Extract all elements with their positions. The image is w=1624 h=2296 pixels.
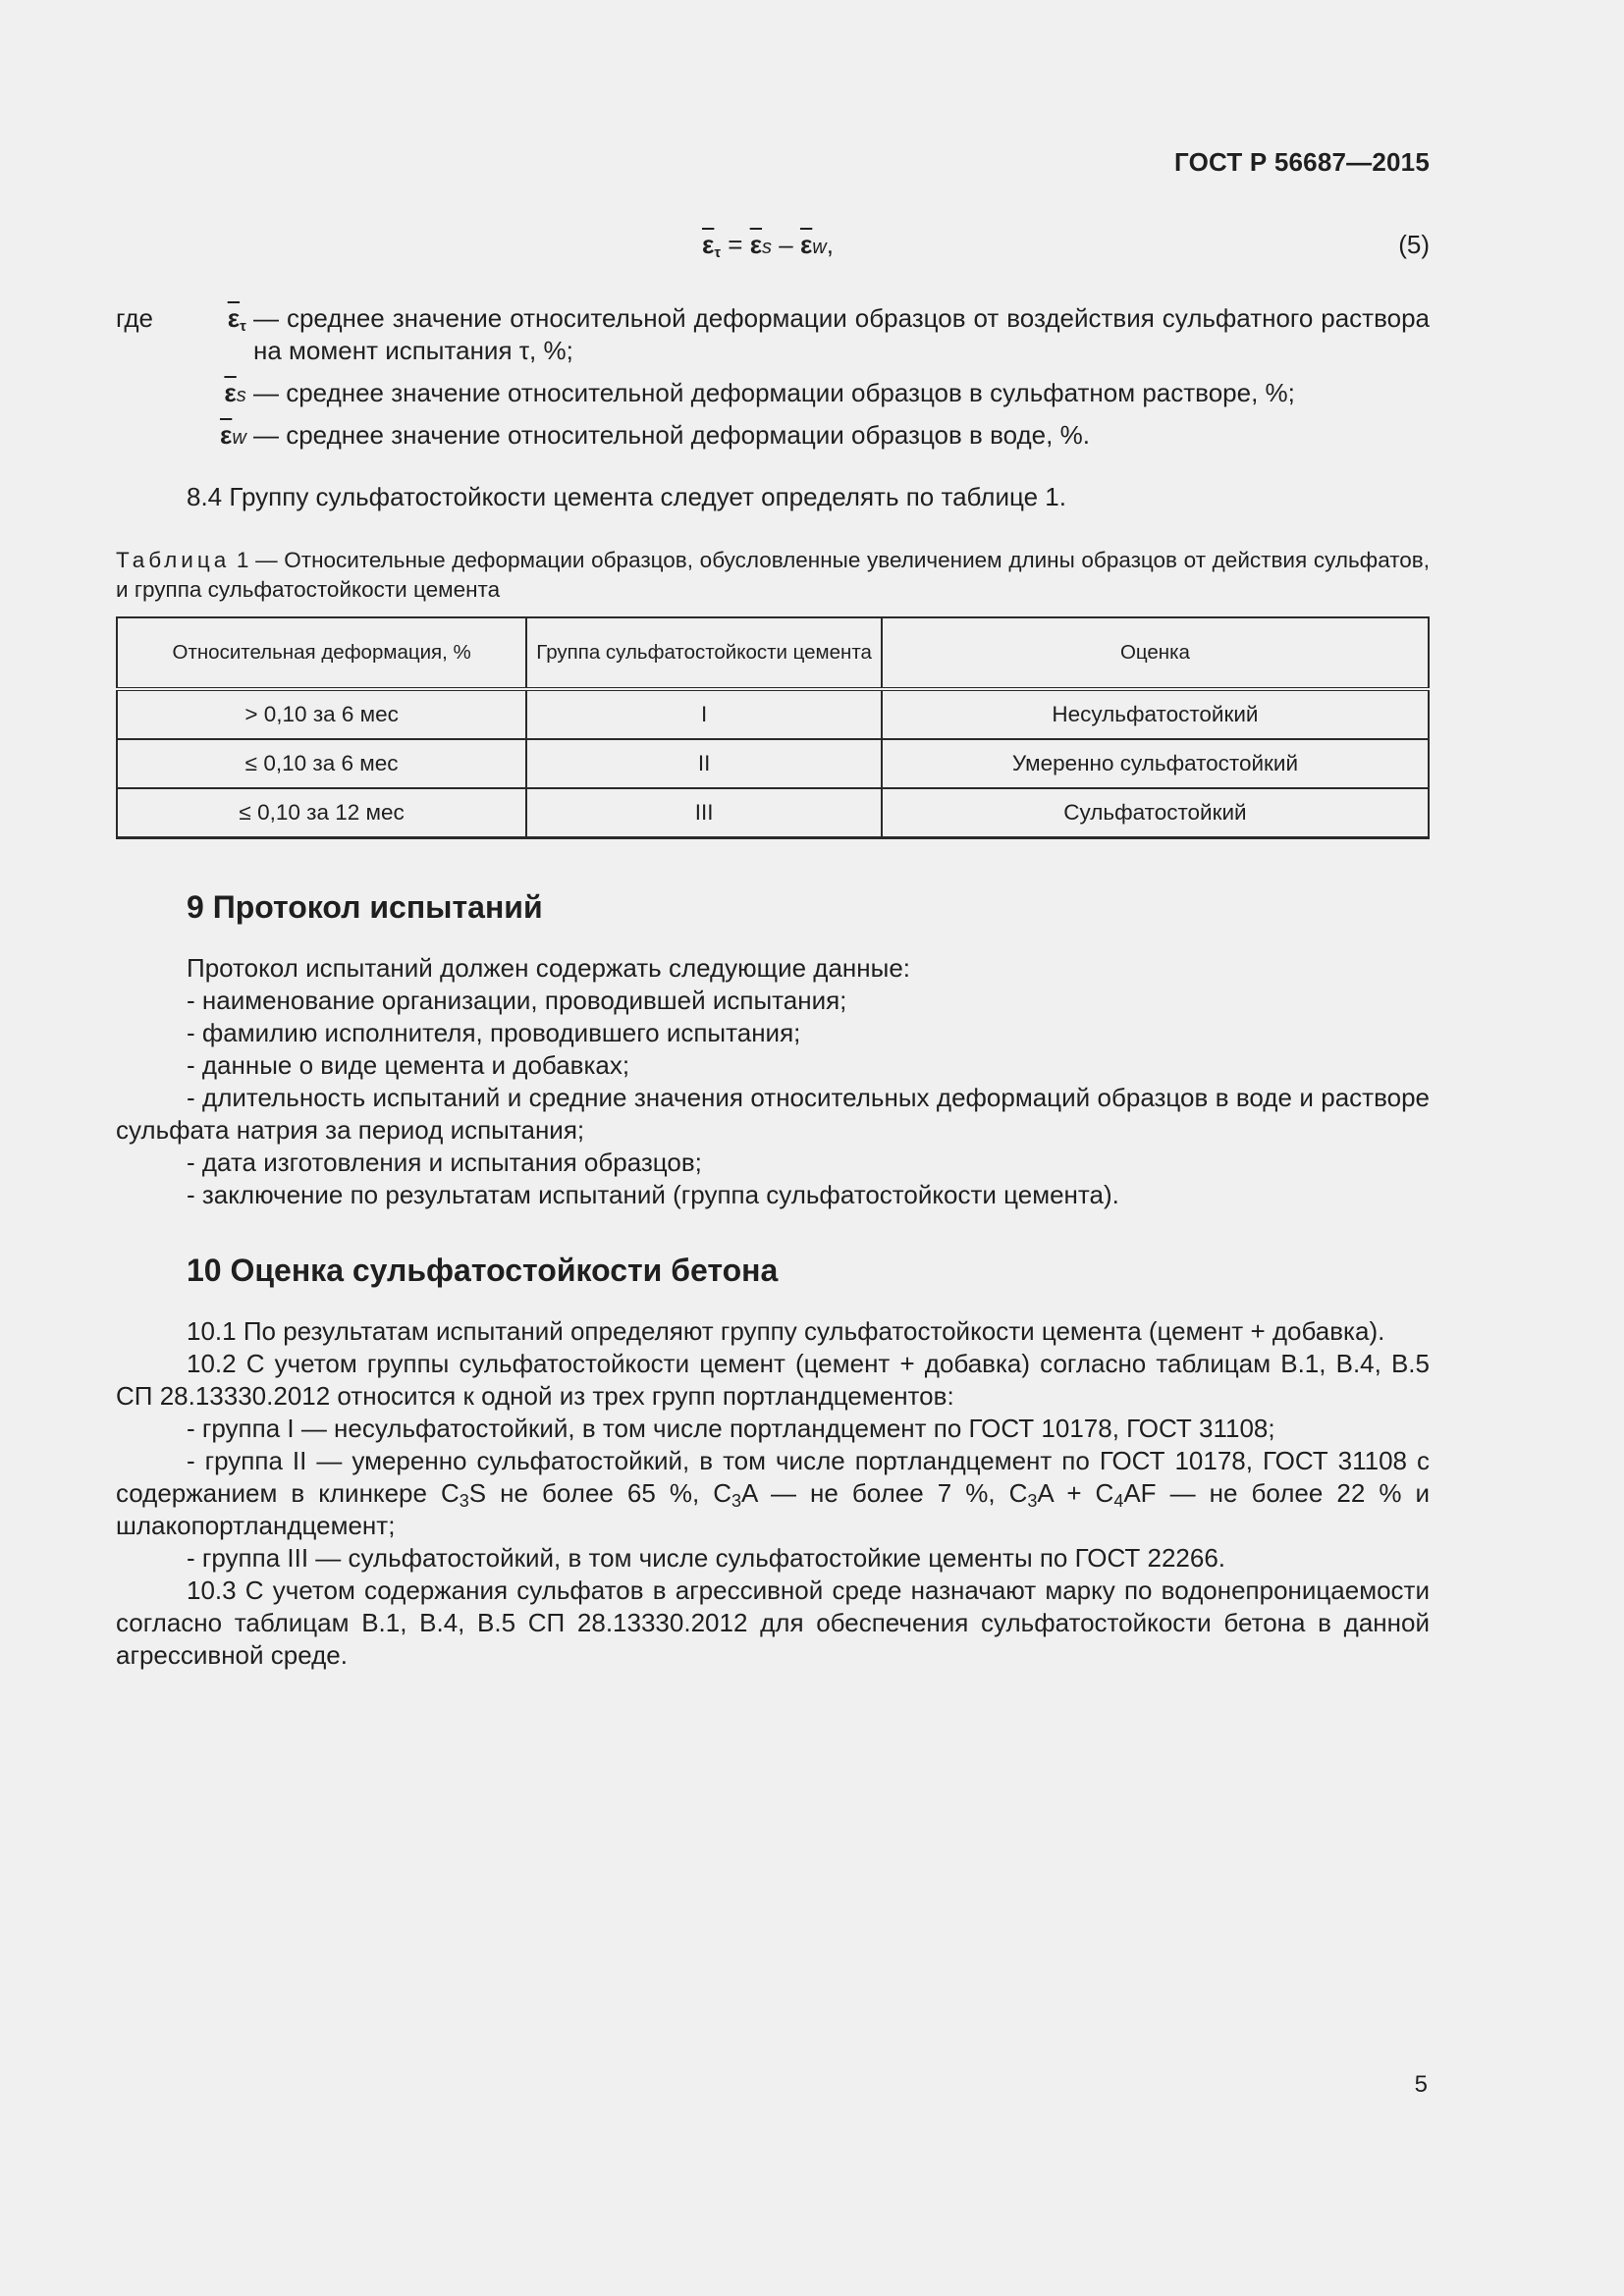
list-item: - заключение по результатам испытаний (группа сульфатостойкости цемента). [187, 1180, 1119, 1209]
list-item: - дата изготовления и испытания образцов; [187, 1148, 702, 1177]
page-number: 5 [1414, 2071, 1428, 2098]
paragraph-8-4: 8.4 Группу сульфатостойкости цемента следует определять по таблице 1. [187, 482, 1066, 511]
legend-item [116, 302, 1430, 367]
list-item: - длительность испытаний и средние значения относительных деформаций образцов в воде и растворе сульфата натрия за период испытания; [116, 1083, 1430, 1145]
list-item-group-2: - группа II — умеренно сульфатостойкий, в том числе портландцемент по ГОСТ 10178, ГОСТ 31108 с содержанием в клинкере $C_3S$ не более 65 %, $C_3A$ — не более 7 %, $C_3A + C_4AF$ — не более 22 % и шлакопортландцемент; [116, 1446, 1430, 1540]
table-header-cell: Оценка [882, 617, 1429, 689]
table-cell: ≤ 0,10 за 6 мес [117, 739, 526, 788]
formula-number: (5) [1398, 230, 1430, 259]
table-label: Таблица [116, 548, 231, 572]
table-cell: Сульфатостойкий [882, 788, 1429, 838]
formula-expression: $\overline{\varepsilon}\tau = \overline{\varepsilon}s - \overline{\varepsilon}w$, [702, 230, 834, 261]
table-cell: > 0,10 за 6 мес [117, 689, 526, 739]
table-cell: II [526, 739, 882, 788]
legend-where-word: где [116, 303, 153, 333]
list-item-group-1: - группа I — несульфатостойкий, в том числе портландцемент по ГОСТ 10178, ГОСТ 31108; [187, 1414, 1275, 1443]
section-10-title: 10 Оценка сульфатостойкости бетона [187, 1253, 779, 1288]
table-1 [116, 616, 1430, 839]
table-1-caption: Таблица 1 — Относительные деформации образцов, обусловленные увеличением длины образцов от действия сульфатов, и группа сульфатостойкости цемента [116, 548, 1430, 602]
epsilon-symbol: $\overline{\varepsilon}$ [749, 230, 763, 259]
legend-item [116, 377, 1430, 409]
list-item: - наименование организации, проводившей испытания; [187, 986, 847, 1015]
legend-text: — среднее значение относительной деформации образцов от воздействия сульфатного раствора на момент испытания τ, %; [253, 303, 1430, 365]
epsilon-symbol: $\overline{\varepsilon}$ [799, 230, 813, 259]
table-header-cell: Относительная деформация, % [117, 617, 526, 689]
paragraph-10-3: 10.3 С учетом содержания сульфатов в агрессивной среде назначают марку по водонепроницаемости согласно таблицам В.1, В.4, В.5 СП 28.13330.2012 для обеспечения сульфатостойкости бетона в данной агрессивной среде. [116, 1575, 1430, 1670]
legend-item [116, 419, 1430, 452]
table-row [117, 788, 1429, 838]
table-cell: Несульфатостойкий [882, 689, 1429, 739]
epsilon-symbol: $\overline{\varepsilon}$ [702, 230, 715, 259]
table-header-row [117, 617, 1429, 689]
table-cell: I [526, 689, 882, 739]
formula-legend [116, 302, 1430, 452]
paragraph-10-1: 10.1 По результатам испытаний определяют группу сульфатостойкости цемента (цемент + добавка). [187, 1316, 1385, 1346]
legend-symbol: $\overline{\varepsilon}\tau$ [227, 303, 246, 335]
formula-5 [116, 230, 1430, 269]
table-header-cell: Группа сульфатостойкости цемента [526, 617, 882, 689]
legend-text: — среднее значение относительной деформации образцов в сульфатном растворе, %; [253, 378, 1295, 407]
table-row [117, 739, 1429, 788]
document-number: ГОСТ Р 56687—2015 [1174, 147, 1430, 177]
table-cell: III [526, 788, 882, 838]
table-cell: ≤ 0,10 за 12 мес [117, 788, 526, 838]
table-cell: Умеренно сульфатостойкий [882, 739, 1429, 788]
legend-symbol: $\overline{\varepsilon}w$ [219, 420, 246, 450]
section-9-intro: Протокол испытаний должен содержать следующие данные: [187, 953, 911, 983]
table-row [117, 689, 1429, 739]
section-9-title: 9 Протокол испытаний [187, 889, 543, 925]
legend-symbol: $\overline{\varepsilon}s$ [224, 378, 246, 407]
list-item: - данные о виде цемента и добавках; [187, 1050, 630, 1080]
list-item-group-3: - группа III — сульфатостойкий, в том числе сульфатостойкие цементы по ГОСТ 22266. [187, 1543, 1226, 1573]
paragraph-10-2: 10.2 С учетом группы сульфатостойкости цемент (цемент + добавка) согласно таблицам В.1, В.4, В.5 СП 28.13330.2012 относится к одной из трех групп портландцементов: [116, 1349, 1430, 1411]
list-item: - фамилию исполнителя, проводившего испытания; [187, 1018, 801, 1047]
legend-text: — среднее значение относительной деформации образцов в воде, %. [253, 420, 1090, 450]
section-9-body [116, 952, 1430, 1211]
section-10-body [116, 1315, 1430, 1672]
